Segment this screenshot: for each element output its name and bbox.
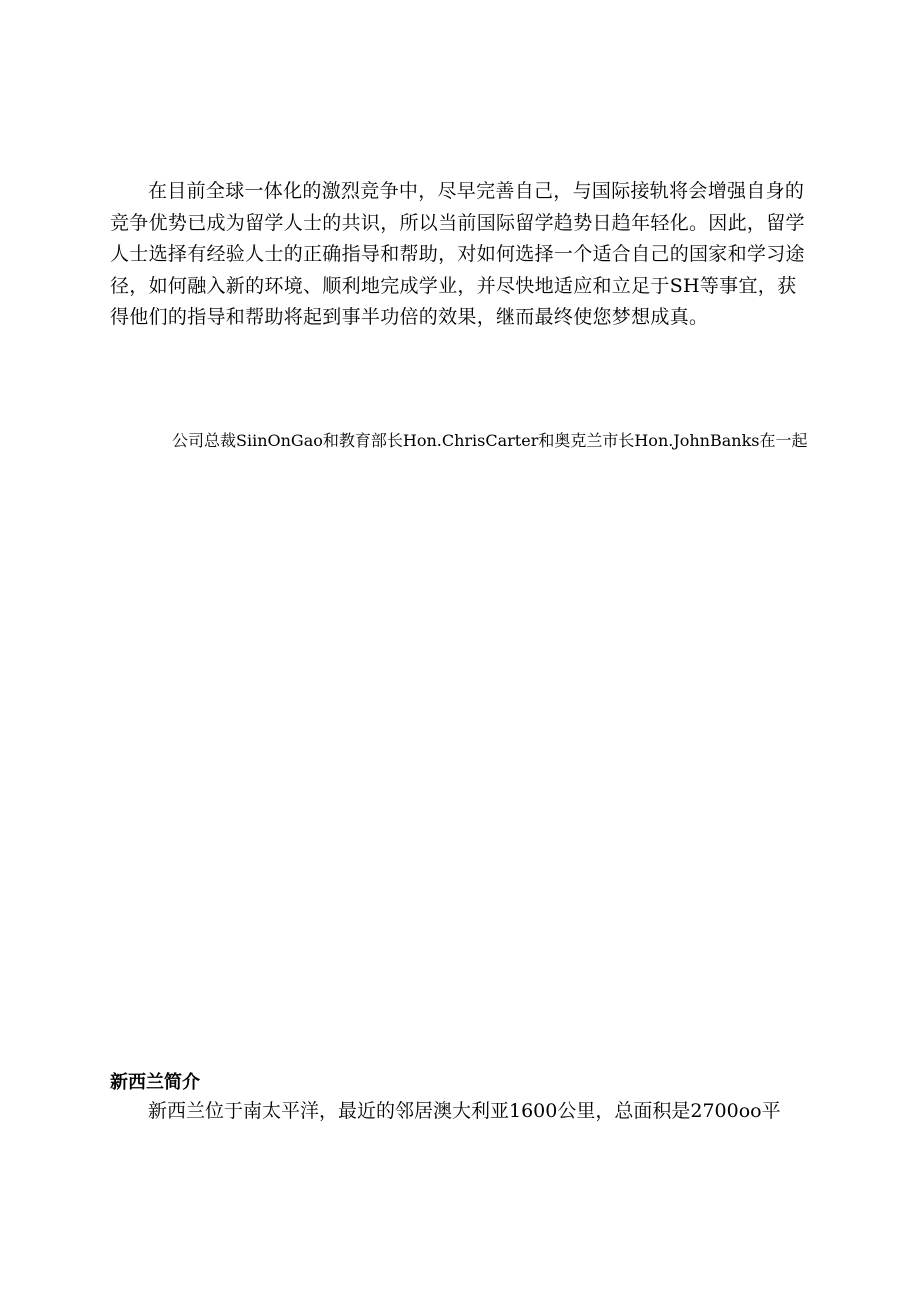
intro-paragraph: 在目前全球一体化的激烈竞争中，尽早完善自己，与国际接轨将会增强自身的竞争优势已成为留学人士的共识，所以当前国际留学趋势日趋年轻化。因此，留学人士选择有经验人士的正确指导和帮助，对如何选择一个适合自己的国家和学习途径，如何融入新的环境、顺利地完成学业，并尽快地适应和立足于SH等事宜，获得他们的指导和帮助将起到事半功倍的效果，继而最终使您梦想成真。 xyxy=(110,180,805,328)
new-zealand-paragraph: 新西兰位于南太平洋，最近的邻居澳大利亚1600公里，总面积是2700oo平 xyxy=(148,1100,781,1122)
photo-caption: 公司总裁SiinOnGao和教育部长Hon.ChrisCarter和奥克兰市长Hon.JohnBanks在一起 xyxy=(172,431,808,450)
section-title-new-zealand: 新西兰简介 xyxy=(110,1072,200,1093)
